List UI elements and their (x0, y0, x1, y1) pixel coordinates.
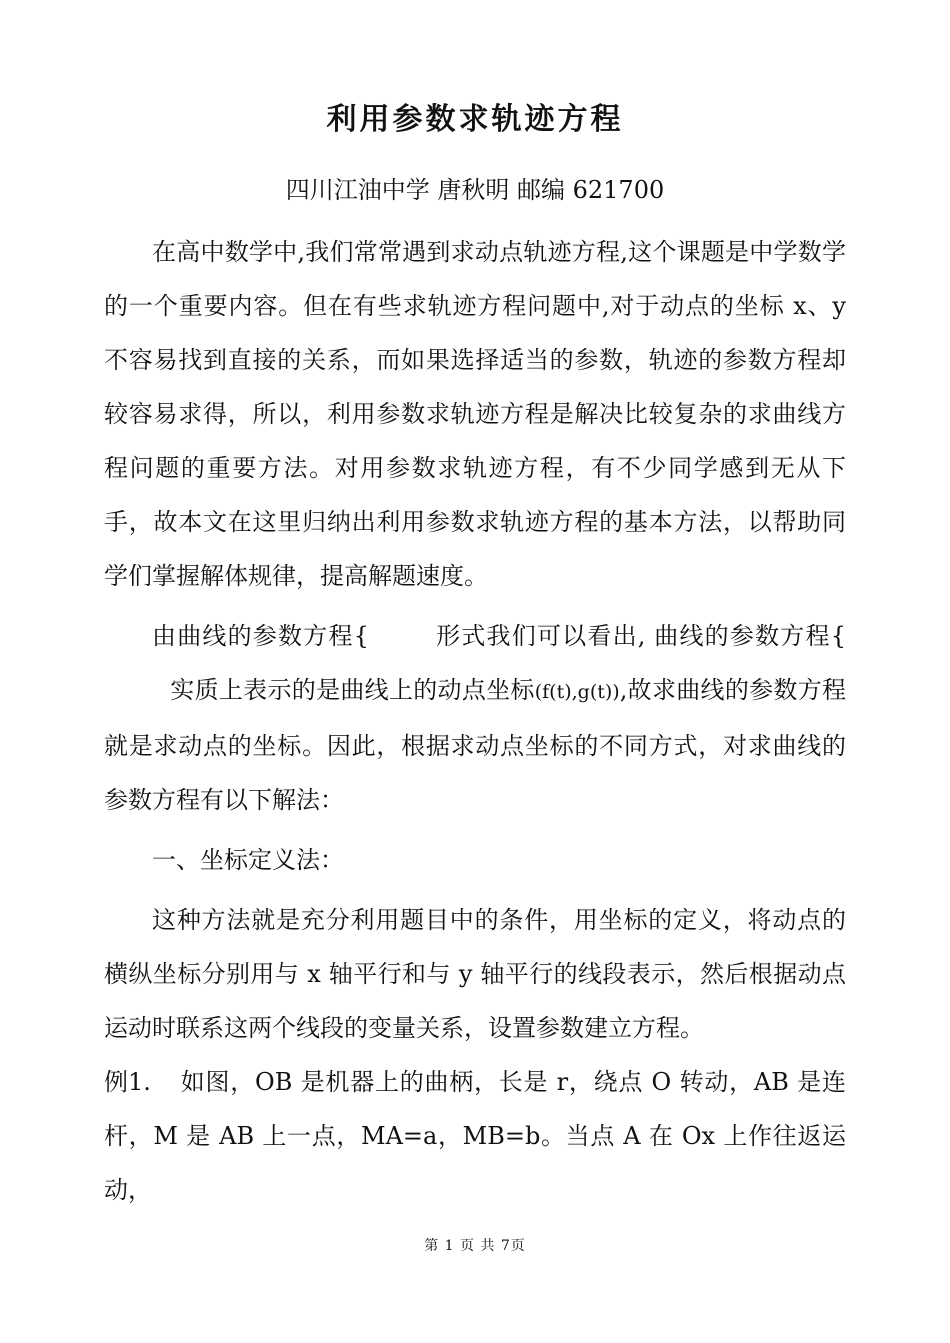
page-footer: 第 1 页 共 7页 (424, 1238, 526, 1254)
parametric-text-c: 实质上表示的是曲线上的动点坐标 (170, 676, 535, 704)
example-label: 例1. (104, 1068, 151, 1096)
coordinate-expression: (f(t),g(t)) (534, 681, 620, 703)
section-heading: 一、坐标定义法： (152, 846, 344, 874)
parametric-text-d: ,故求曲线的参数方程就是求动点的坐标。因此，根据求动点坐标的不同方式，对求曲线的参数方程有以下解法： (104, 676, 847, 814)
parametric-text-a: 由曲线的参数方程{ (152, 622, 369, 650)
author-line: 四川江油中学 唐秋明 邮编 621700 (285, 176, 665, 204)
example-text: 如图，OB 是机器上的曲柄，长是 r，绕点 O 转动，AB 是连杆，M 是 AB 上一点，MA=a，MB=b。当点 A 在 Ox 上作往返运动， (104, 1068, 846, 1204)
parametric-paragraph (104, 609, 846, 827)
method-paragraph: 这种方法就是充分利用题目中的条件，用坐标的定义，将动点的横纵坐标分别用与 x 轴平行和与 y 轴平行的线段表示，然后根据动点运动时联系这两个线段的变量关系，设置参数建立方程。 (104, 906, 846, 1042)
parametric-text-b: 形式我们可以看出, 曲线的参数方程{ (434, 622, 846, 650)
example-paragraph (104, 1055, 846, 1217)
document-body (104, 225, 846, 1217)
document-title: 利用参数求轨迹方程 (326, 102, 624, 137)
intro-paragraph: 在高中数学中,我们常常遇到求动点轨迹方程,这个课题是中学数学的一个重要内容。但在有些求轨迹方程问题中,对于动点的坐标 x、y 不容易找到直接的关系，而如果选择适当的参数，轨迹的参数方程却较容易求得，所以，利用参数求轨迹方程是解决比较复杂的求曲线方程问题的重要方法。对用参数求轨迹方程，有不少同学感到无从下手，故本文在这里归纳出利用参数求轨迹方程的基本方法，以帮助同学们掌握解体规律，提高解题速度。 (104, 238, 846, 590)
